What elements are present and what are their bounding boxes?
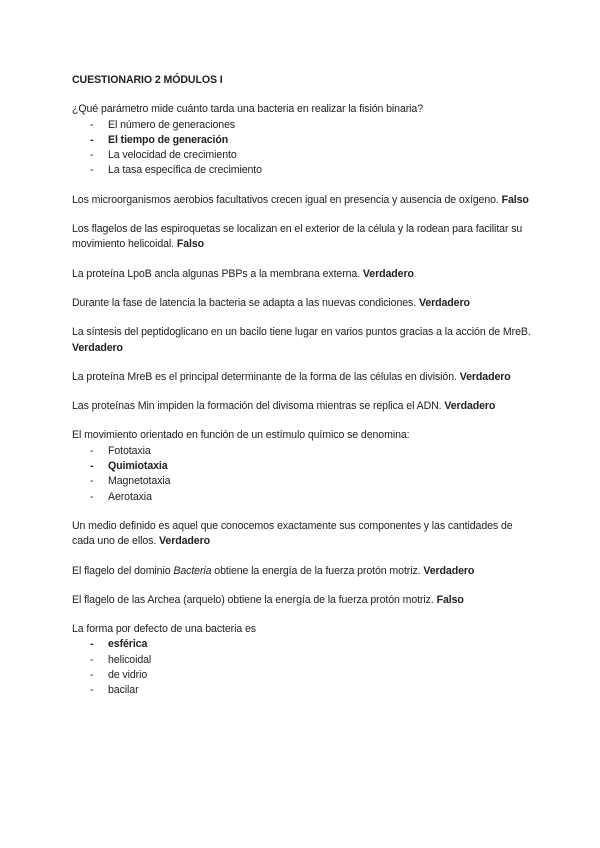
question-12 [72, 593, 532, 608]
option: - helicoidal [72, 653, 532, 668]
document-page [72, 73, 532, 713]
answer: Falso [436, 593, 464, 606]
question-text: El flagelo de las Archea (arquelo) obtiene la energía de la fuerza protón motriz. [72, 593, 434, 606]
option: - Aerotaxia [72, 490, 532, 505]
question-1 [72, 102, 532, 178]
answer: Verdadero [423, 564, 475, 577]
question-7 [72, 370, 532, 385]
question-text: ¿Qué parámetro mide cuánto tarda una bacteria en realizar la fisión binaria? [72, 103, 424, 116]
options-list [72, 444, 532, 505]
question-text: Durante la fase de latencia la bacteria se adapta a las nuevas condiciones. [72, 296, 417, 309]
question-text: Los microorganismos aerobios facultativos crecen igual en presencia y ausencia de oxígeno. [72, 193, 499, 206]
option: - El número de generaciones [72, 118, 532, 133]
correct-option: - esférica [72, 637, 532, 652]
question-text: El movimiento orientado en función de un estímulo químico se denomina: [72, 429, 410, 442]
question-text-italic: Bacteria [173, 564, 212, 577]
question-11 [72, 564, 532, 579]
question-text: La síntesis del peptidoglicano en un bacilo tiene lugar en varios puntos gracias a la acción de MreB. [72, 326, 531, 339]
question-text: Los flagelos de las espiroquetas se localizan en el exterior de la célula y la rodean para facilitar su movimiento helicoidal. [72, 223, 523, 251]
option: - La velocidad de crecimiento [72, 148, 532, 163]
options-list [72, 118, 532, 179]
question-3 [72, 222, 532, 253]
question-8 [72, 399, 532, 414]
question-6 [72, 325, 532, 356]
question-text-before: El flagelo del dominio [72, 564, 171, 577]
answer: Verdadero [362, 267, 414, 280]
question-text: Un medio definido es aquel que conocemos exactamente sus componentes y las cantidades de cada uno de ellos. [72, 519, 513, 548]
option: - Magnetotaxia [72, 474, 532, 489]
answer: Verdadero [418, 296, 470, 309]
answer: Verdadero [459, 370, 511, 383]
correct-option: - El tiempo de generación [72, 133, 532, 148]
question-text: La proteína LpoB ancla algunas PBPs a la membrana externa. [72, 267, 361, 280]
question-text-after: obtiene la energía de la fuerza protón motriz. [214, 564, 421, 577]
answer: Falso [501, 193, 529, 206]
question-2 [72, 193, 532, 208]
option: - bacilar [72, 683, 532, 698]
question-13 [72, 622, 532, 698]
question-10 [72, 519, 532, 550]
document-title: CUESTIONARIO 2 MÓDULOS I [72, 74, 223, 86]
question-text: La forma por defecto de una bacteria es [72, 623, 256, 636]
option: - Fototaxia [72, 444, 532, 459]
option: - de vidrio [72, 668, 532, 683]
question-5 [72, 296, 532, 311]
option: - La tasa específica de crecimiento [72, 163, 532, 178]
question-text: La proteína MreB es el principal determinante de la forma de las células en división. [72, 370, 457, 383]
question-4 [72, 267, 532, 282]
answer: Verdadero [444, 400, 496, 413]
options-list [72, 637, 532, 698]
question-text: Las proteínas Min impiden la formación del divisoma mientras se replica el ADN. [72, 400, 442, 413]
answer: Verdadero [159, 535, 210, 548]
answer: Falso [176, 238, 205, 251]
question-9 [72, 428, 532, 504]
answer: Verdadero [72, 341, 123, 354]
correct-option: - Quimiotaxia [72, 459, 532, 474]
